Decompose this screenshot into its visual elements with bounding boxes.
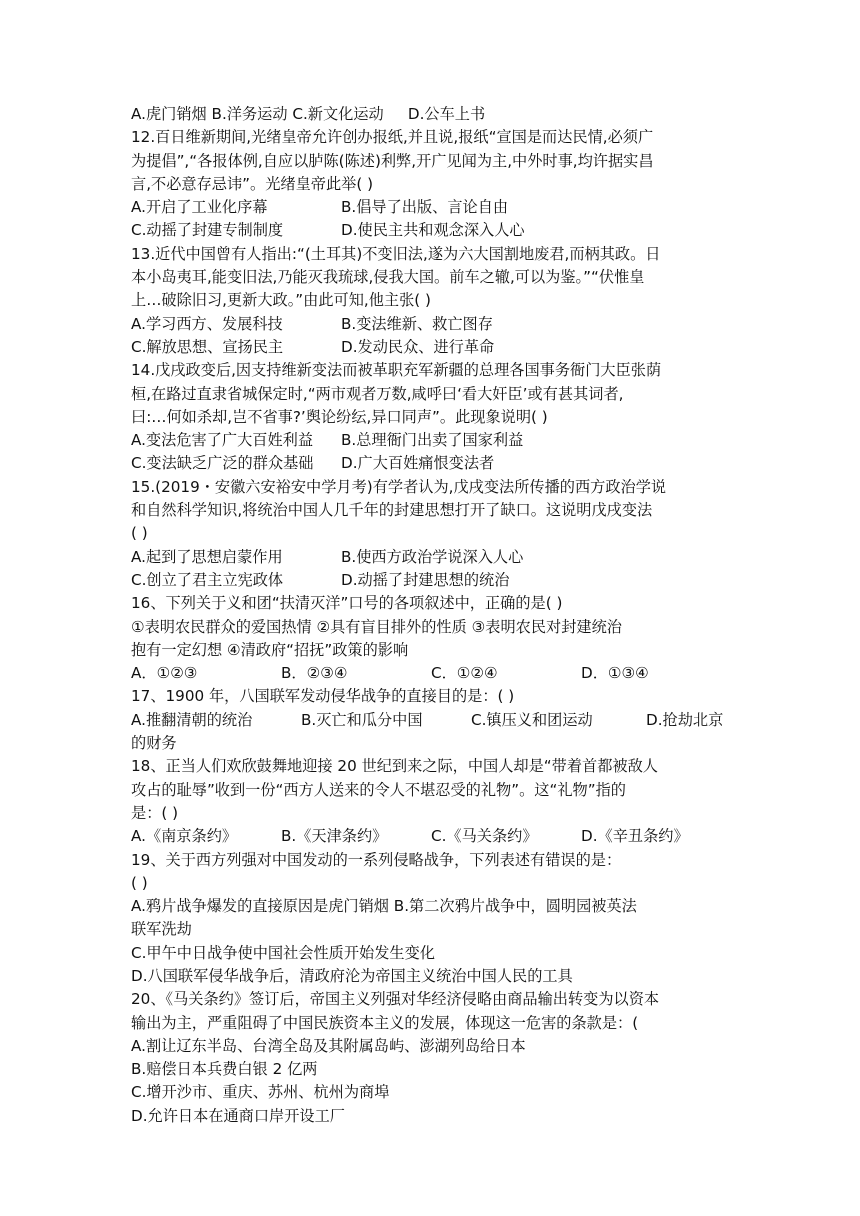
q20-option-d: D.允许日本在通商口岸开设工厂 (131, 1106, 345, 1125)
q11-option-c: C.新文化运动 (292, 105, 384, 123)
q18-option-b: B.《天津条约》 (281, 827, 388, 846)
q19-option-a-b: A.鸦片战争爆发的直接原因是虎门销烟 B.第二次鸦片战争中，圆明园被英法 (131, 897, 637, 916)
q11-option-d: D.公车上书 (407, 105, 486, 123)
q17-option-c: C.镇压义和团运动 (471, 710, 593, 729)
q18-option-a: A.《南京条约》 (131, 827, 238, 846)
q19-line-2: ( ) (131, 873, 148, 892)
q13-option-a: A.学习西方、发展科技 (131, 314, 283, 333)
q14-line-1: 14.戊戌政变后,因支持维新变法而被革职充军新疆的总理各国事务衙门大臣张荫 (131, 361, 662, 380)
q13-line-3: 上…破除旧习,更新大政。”由此可知,他主张( ) (131, 291, 431, 310)
q17-option-b: B.灭亡和瓜分中国 (301, 710, 423, 729)
q15-options-row-1 (131, 546, 731, 569)
q15-line-2: 和自然科学知识,将统治中国人几千年的封建思想打开了缺口。这说明戊戌变法 (131, 501, 653, 520)
q12-options-row-2 (131, 219, 731, 242)
q20-option-a: A.割让辽东半岛、台湾全岛及其附属岛屿、澎湖列岛给日本 (131, 1036, 526, 1055)
q15-line-3: ( ) (131, 524, 148, 543)
q15-options-row-2 (131, 569, 731, 592)
q13-options-row-2 (131, 336, 731, 359)
q14-option-d: D.广大百姓痛恨变法者 (341, 454, 495, 473)
q12-line-2: 为提倡”,“各报体例,自应以胪陈(陈述)利弊,开广见闻为主,中外时事,均许据实昌 (131, 151, 654, 170)
q20-option-c: C.增开沙市、重庆、苏州、杭州为商埠 (131, 1083, 390, 1102)
q16-option-c: C．①②④ (431, 664, 498, 683)
q17-options (131, 709, 731, 732)
q16-option-b: B．②③④ (281, 664, 348, 683)
q11-options (131, 103, 731, 126)
q16-line-3: 抱有一定幻想 ④清政府“招抚”政策的影响 (131, 640, 409, 659)
q18-line-2: 攻占的耻辱”收到一份“西方人送来的令人不堪忍受的礼物”。这“礼物”指的 (131, 780, 626, 799)
q18-line-1: 18、正当人们欢欣鼓舞地迎接 20 世纪到来之际，中国人却是“带着首都被敌人 (131, 757, 658, 776)
q17-option-a: A.推翻清朝的统治 (131, 710, 253, 729)
q17-option-d-wrap: 的财务 (131, 734, 177, 753)
q20-option-b: B.赔偿日本兵费白银 2 亿两 (131, 1060, 318, 1079)
q19-option-d: D.八国联军侵华战争后，清政府沦为帝国主义统治中国人民的工具 (131, 966, 573, 985)
q12-line-3: 言,不必意存忌讳”。光绪皇帝此举( ) (131, 174, 373, 193)
q12-line-1: 12.百日维新期间,光绪皇帝允许创办报纸,并且说,报纸“宣国是而达民情,必须广 (131, 128, 654, 147)
q14-options-row-1 (131, 429, 731, 452)
q12-option-d: D.使民主共和观念深入人心 (341, 221, 525, 240)
q16-option-a: A．①②③ (131, 664, 198, 683)
q14-option-a: A.变法危害了广大百姓利益 (131, 431, 314, 450)
q13-options-row-1 (131, 313, 731, 336)
q18-line-3: 是：( ) (131, 803, 179, 822)
q14-line-3: 曰:…何如杀却,岂不省事?’舆论纷纭,异口同声”。此现象说明( ) (131, 407, 548, 426)
q15-option-d: D.动摇了封建思想的统治 (341, 570, 510, 589)
q20-line-1: 20、《马关条约》签订后，帝国主义列强对华经济侵略由商品输出转变为以资本 (131, 990, 660, 1009)
q11-option-b: B.洋务运动 (211, 105, 288, 123)
q14-option-c: C.变法缺乏广泛的群众基础 (131, 454, 314, 473)
q14-options-row-2 (131, 452, 731, 475)
q13-line-1: 13.近代中国曾有人指出:“(土耳其)不变旧法,遂为六大国割地废君,而柄其政。日 (131, 244, 661, 263)
q18-option-d: D.《辛丑条约》 (581, 827, 689, 846)
q19-line-1: 19、关于西方列强对中国发动的一系列侵略战争，下列表述有错误的是： (131, 850, 622, 869)
q16-line-2: ①表明农民群众的爱国热情 ②具有盲目排外的性质 ③表明农民对封建统治 (131, 617, 622, 636)
q12-option-b: B.倡导了出版、言论自由 (341, 198, 509, 217)
q19-option-b-wrap: 联军洗劫 (131, 920, 192, 939)
question-list (131, 103, 731, 1128)
q19-option-c: C.甲午中日战争使中国社会性质开始发生变化 (131, 943, 435, 962)
q16-option-d: D．①③④ (581, 664, 649, 683)
q12-option-a: A.开启了工业化序幕 (131, 198, 268, 217)
q18-option-c: C.《马关条约》 (431, 827, 538, 846)
q13-line-2: 本小岛夷耳,能变旧法,乃能灭我琉球,侵我大国。前车之辙,可以为鉴。”“伏惟皇 (131, 268, 645, 287)
q20-line-2: 输出为主，严重阻碍了中国民族资本主义的发展，体现这一危害的条款是：( (131, 1013, 639, 1032)
q15-option-a: A.起到了思想启蒙作用 (131, 547, 283, 566)
q13-option-d: D.发动民众、进行革命 (341, 337, 495, 356)
q18-options (131, 825, 731, 848)
q14-option-b: B.总理衙门出卖了国家利益 (341, 431, 524, 450)
q15-option-c: C.创立了君主立宪政体 (131, 570, 284, 589)
q13-option-c: C.解放思想、宣扬民主 (131, 337, 284, 356)
q15-line-1: 15.(2019・安徽六安裕安中学月考)有学者认为,戊戌变法所传播的西方政治学说 (131, 477, 667, 496)
q16-line-1: 16、下列关于义和团“扶清灭洋”口号的各项叙述中，正确的是( ) (131, 594, 563, 613)
q12-option-c: C.动摇了封建专制制度 (131, 221, 284, 240)
q14-line-2: 桓,在路过直隶省城保定时,“两市观者万数,咸呼曰‘看大奸臣’或有甚其词者, (131, 384, 624, 403)
q12-options-row-1 (131, 196, 731, 219)
q15-option-b: B.使西方政治学说深入人心 (341, 547, 524, 566)
q17-option-d: D.抢劫北京 (646, 710, 724, 729)
q13-option-b: B.变法维新、救亡图存 (341, 314, 493, 333)
q16-options (131, 662, 731, 685)
q17-line: 17、1900 年，八国联军发动侵华战争的直接目的是：( ) (131, 687, 515, 706)
q11-option-a: A.虎门销烟 (131, 105, 207, 123)
